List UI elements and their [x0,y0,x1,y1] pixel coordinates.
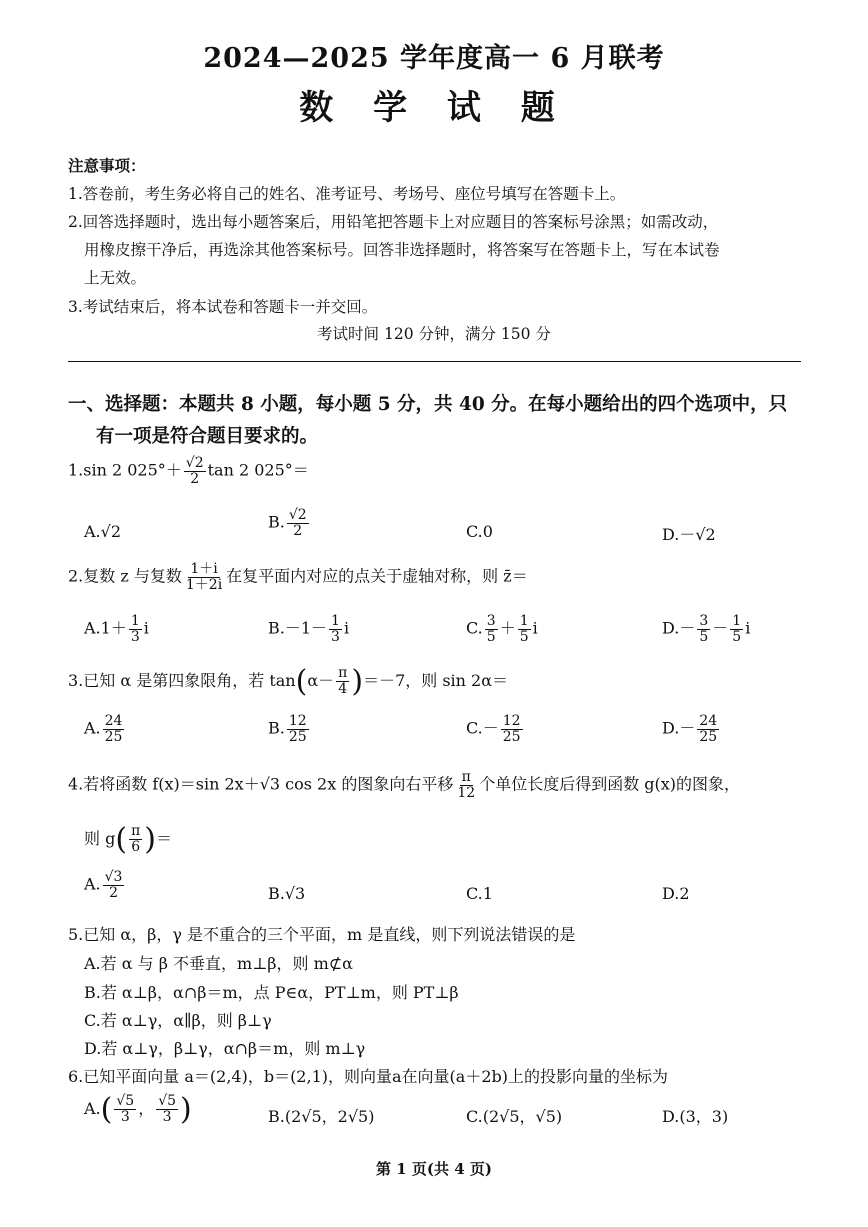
q4-option-a: A. $\frac{√3}{2}$ [84,869,123,901]
q5-option-a: A.若 α 与 β 不垂直，m⊥β，则 m⊄α [84,954,353,973]
question-6-stem: 6.已知平面向量 a＝(2,4)，b＝(2,1)，则向量a在向量(a＋2b)上的投影向量的坐标为 [68,1067,668,1086]
q2-option-c: C. $\frac{3}{5}$ ＋ $\frac{1}{5}$ i [466,613,538,645]
q1-option-c: C.0 [466,522,493,541]
question-3-stem: 3.已知 α 是第四象限角，若 tan(α－ $\frac{\pi}{4}$ )＝－7，则 sin 2α＝ [68,664,509,699]
notice-item-2b: 用橡皮擦干净后，再选涂其他答案标号。回答非选择题时，将答案写在答题卡上，写在本试卷 [84,241,720,259]
page-footer: 第 1 页(共 4 页) [376,1160,492,1178]
q2-option-a: A.1＋ $\frac{1}{3}$ i [84,613,149,645]
notice-item-2c: 上无效。 [84,269,147,287]
divider-line [68,361,801,362]
q6-option-c: C.(2√5，√5) [466,1107,563,1126]
exam-title-line1: 2024—2025 学年度高一 6 月联考 [203,43,665,74]
question-1-stem [68,456,309,486]
q6-option-d: D.(3，3) [662,1107,729,1126]
q1-option-b: B. $\frac{√2}{2}$ [268,507,307,539]
q5-option-d: D.若 α⊥γ，β⊥γ，α∩β＝m，则 m⊥γ [84,1039,366,1058]
question-5-stem: 5.已知 α，β，γ 是不重合的三个平面，m 是直线，则下列说法错误的是 [68,925,576,944]
q5-option-c: C.若 α⊥γ，α∥β，则 β⊥γ [84,1011,272,1030]
q1-fraction: $\frac{√2}{2}$ [185,455,204,487]
q1-option-a: A.√2 [84,522,122,541]
q1-option-d: D.－√2 [662,525,716,544]
q1-prefix: 1.sin 2 025°＋ [68,460,182,480]
notice-item-3: 3.考试结束后，将本试卷和答题卡一并交回。 [68,298,378,316]
question-4-stem: 4.若将函数 f(x)＝sin 2x＋√3 cos 2x 的图象向右平移 $\frac{\pi}{12}$ 个单位长度后得到函数 g(x)的图象， [68,769,741,801]
exam-title-line2: 数 学 试 题 [299,88,569,128]
q6-option-b: B.(2√5，2√5) [268,1107,375,1126]
q3-option-b: B. $\frac{12}{25}$ [268,713,307,745]
exam-time-info: 考试时间 120 分钟，满分 150 分 [317,325,551,343]
notice-heading: 注意事项： [68,156,146,175]
question-2-stem: 2.复数 z 与复数 $\frac{1+i}{1+2i}$ 在复平面内对应的点关于虚轴对称，则 z̄＝ [68,561,528,593]
section-heading-line2: 有一项是符合题目要求的。 [96,426,319,447]
q6-option-a: A.( $\frac{√5}{3}$ ， $\frac{√5}{3}$ ) [84,1092,192,1127]
q3-option-a: A. $\frac{24}{25}$ [84,713,123,745]
q4-option-b: B.√3 [268,884,306,903]
q4-option-c: C.1 [466,884,493,903]
notice-item-1: 1.答卷前，考生务必将自己的姓名、准考证号、考场号、座位号填写在答题卡上。 [68,185,626,203]
q1-suffix: tan 2 025°＝ [207,460,309,480]
question-4-line2: 则 g( $\frac{\pi}{6}$ )＝ [84,822,172,857]
q4-option-d: D.2 [662,884,690,903]
q2-option-d: D.－ $\frac{3}{5}$ － $\frac{1}{5}$ i [662,613,751,645]
q5-option-b: B.若 α⊥β，α∩β＝m，点 P∈α，PT⊥m，则 PT⊥β [84,983,459,1002]
q2-option-b: B.－1－ $\frac{1}{3}$ i [268,613,350,645]
q3-option-d: D.－ $\frac{24}{25}$ [662,713,718,745]
notice-item-2a: 2.回答选择题时，选出每小题答案后，用铅笔把答题卡上对应题目的答案标号涂黑；如需改动， [68,213,719,231]
section-heading-line1: 一、选择题：本题共 8 小题，每小题 5 分，共 40 分。在每小题给出的四个选项中，只 [68,394,788,415]
q3-option-c: C.－ $\frac{12}{25}$ [466,713,521,745]
